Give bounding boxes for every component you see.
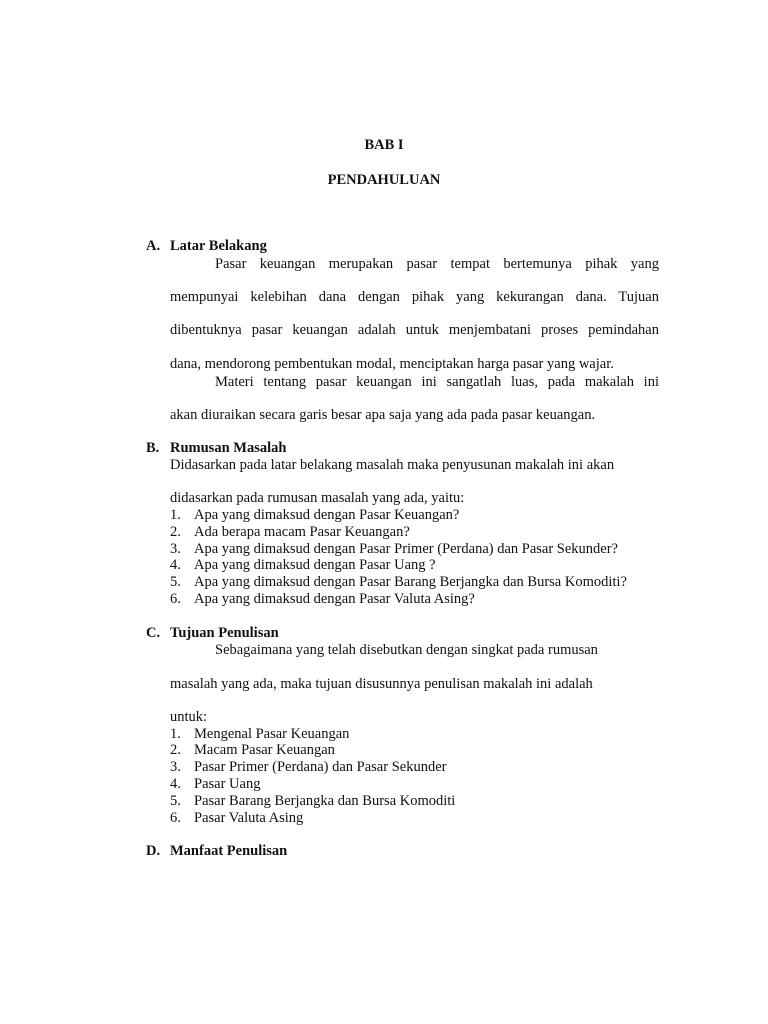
section-b-paragraph-line1: Didasarkan pada latar belakang masalah maka penyusunan makalah ini akan — [170, 457, 615, 473]
section-a-paragraph2-line1: Materi tentang pasar keuangan ini sangatlah luas, pada makalah ini — [215, 374, 659, 390]
section-c-item-text: Pasar Primer (Perdana) dan Pasar Sekunder — [194, 759, 447, 775]
section-c-item-number: 1. — [170, 726, 181, 742]
section-c-paragraph-line2: masalah yang ada, maka tujuan disusunnya penulisan makalah ini adalah — [170, 676, 593, 692]
section-a-paragraph1-line4: dana, mendorong pembentukan modal, menciptakan harga pasar yang wajar. — [170, 356, 614, 372]
section-b-item-text: Apa yang dimaksud dengan Pasar Barang Berjangka dan Bursa Komoditi? — [194, 574, 627, 590]
section-c-title: Tujuan Penulisan — [170, 625, 279, 641]
section-b-item-number: 2. — [170, 524, 181, 540]
chapter-label: BAB I — [364, 137, 404, 153]
section-d-letter: D. — [146, 843, 161, 859]
section-b-paragraph-line2: didasarkan pada rumusan masalah yang ada, yaitu: — [170, 490, 465, 506]
section-a-paragraph1-line3: dibentuknya pasar keuangan adalah untuk menjembatani proses pemindahan — [170, 322, 659, 338]
section-c-item-text: Macam Pasar Keuangan — [194, 742, 335, 758]
section-c-paragraph-line1: Sebagaimana yang telah disebutkan dengan singkat pada rumusan — [215, 642, 598, 658]
section-b-title: Rumusan Masalah — [170, 440, 287, 456]
section-b-item-text: Ada berapa macam Pasar Keuangan? — [194, 524, 410, 540]
section-b-item-number: 5. — [170, 574, 181, 590]
section-c-letter: C. — [146, 625, 161, 641]
section-b-item-number: 6. — [170, 591, 181, 607]
section-a-title: Latar Belakang — [170, 238, 267, 254]
section-b-item-number: 4. — [170, 557, 181, 573]
section-b-letter: B. — [146, 440, 160, 456]
section-b-item-text: Apa yang dimaksud dengan Pasar Primer (Perdana) dan Pasar Sekunder? — [194, 541, 618, 557]
section-c-item-number: 6. — [170, 810, 181, 826]
section-a-paragraph1-line1: Pasar keuangan merupakan pasar tempat bertemunya pihak yang — [215, 256, 659, 272]
section-a-paragraph2-line2: akan diuraikan secara garis besar apa saja yang ada pada pasar keuangan. — [170, 407, 596, 423]
section-c-item-text: Pasar Barang Berjangka dan Bursa Komoditi — [194, 793, 456, 809]
section-b-item-text: Apa yang dimaksud dengan Pasar Valuta Asing? — [194, 591, 475, 607]
section-b-item-text: Apa yang dimaksud dengan Pasar Keuangan? — [194, 507, 460, 523]
section-b-item-number: 1. — [170, 507, 181, 523]
section-c-item-number: 3. — [170, 759, 181, 775]
chapter-title: PENDAHULUAN — [327, 172, 441, 188]
section-d-title: Manfaat Penulisan — [170, 843, 288, 859]
section-c-item-text: Pasar Uang — [194, 776, 261, 792]
section-a-letter: A. — [146, 238, 161, 254]
section-b-item-number: 3. — [170, 541, 181, 557]
section-c-item-text: Mengenal Pasar Keuangan — [194, 726, 350, 742]
section-b-item-text: Apa yang dimaksud dengan Pasar Uang ? — [194, 557, 436, 573]
section-c-item-number: 4. — [170, 776, 181, 792]
section-c-item-text: Pasar Valuta Asing — [194, 810, 304, 826]
section-c-paragraph-line3: untuk: — [170, 709, 208, 725]
section-c-item-number: 5. — [170, 793, 181, 809]
section-a-paragraph1-line2: mempunyai kelebihan dana dengan pihak yang kekurangan dana. Tujuan — [170, 289, 659, 305]
section-c-item-number: 2. — [170, 742, 181, 758]
